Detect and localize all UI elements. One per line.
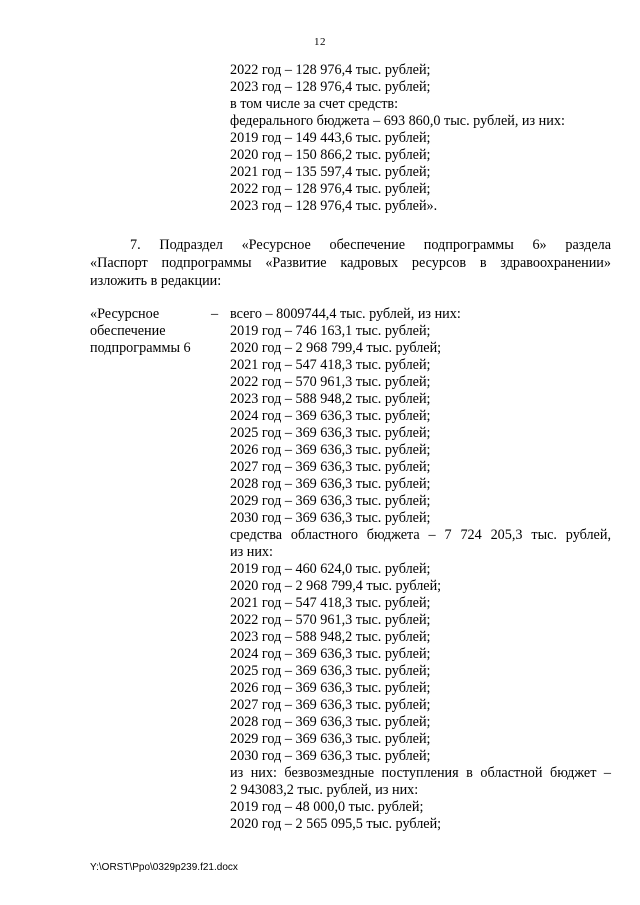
text-line: 2019 год – 149 443,6 тыс. рублей; [230, 130, 431, 146]
regional-line: 2029 год – 369 636,3 тыс. рублей; [230, 731, 431, 747]
resource-line: 2030 год – 369 636,3 тыс. рублей; [230, 510, 431, 526]
regional-line: 2024 год – 369 636,3 тыс. рублей; [230, 646, 431, 662]
resource-line: 2026 год – 369 636,3 тыс. рублей; [230, 442, 431, 458]
regional-line: 2027 год – 369 636,3 тыс. рублей; [230, 697, 431, 713]
budget-continuation [230, 62, 565, 215]
text-line: 2021 год – 135 597,4 тыс. рублей; [230, 164, 431, 180]
amendment-paragraph [90, 236, 611, 290]
regional-line: 2019 год – 460 624,0 тыс. рублей; [230, 561, 431, 577]
resource-line: 2019 год – 746 163,1 тыс. рублей; [230, 323, 431, 339]
regional-line: 2023 год – 588 948,2 тыс. рублей; [230, 629, 431, 645]
regional-line: 2022 год – 570 961,3 тыс. рублей; [230, 612, 431, 628]
label-line: подпрограммы 6 [90, 340, 191, 356]
regional-line: 2028 год – 369 636,3 тыс. рублей; [230, 714, 431, 730]
gratuitous-line: из них: безвозмездные поступления в областной бюджет – [230, 765, 611, 781]
resource-line: 2029 год – 369 636,3 тыс. рублей; [230, 493, 431, 509]
resource-line: 2025 год – 369 636,3 тыс. рублей; [230, 425, 431, 441]
regional-budget-line: средства областного бюджета – 7 724 205,3 тыс. рублей, [230, 527, 611, 543]
resource-line: 2024 год – 369 636,3 тыс. рублей; [230, 408, 431, 424]
resource-line: всего – 8009744,4 тыс. рублей, из них: [230, 306, 461, 322]
resource-line: 2021 год – 547 418,3 тыс. рублей; [230, 357, 431, 373]
text-line: 2020 год – 150 866,2 тыс. рублей; [230, 147, 431, 163]
label-dash: – [211, 306, 219, 322]
label-line: «Ресурсное [90, 306, 160, 322]
resource-values [230, 306, 611, 833]
gratuitous-year-line: 2019 год – 48 000,0 тыс. рублей; [230, 799, 424, 815]
resource-label [90, 306, 191, 357]
resource-line: 2028 год – 369 636,3 тыс. рублей; [230, 476, 431, 492]
label-line: обеспечение [90, 323, 166, 339]
paragraph-line: «Паспорт подпрограммы «Развитие кадровых ресурсов в здравоохранении» [90, 255, 611, 271]
paragraph-line: изложить в редакции: [90, 273, 222, 289]
resource-line: 2022 год – 570 961,3 тыс. рублей; [230, 374, 431, 390]
file-path-footer: Y:\ORST\Ppo\0329p239.f21.docx [90, 862, 238, 873]
regional-line: 2020 год – 2 968 799,4 тыс. рублей; [230, 578, 442, 594]
regional-line: 2021 год – 547 418,3 тыс. рублей; [230, 595, 431, 611]
text-line: 2022 год – 128 976,4 тыс. рублей; [230, 62, 431, 78]
text-line: 2022 год – 128 976,4 тыс. рублей; [230, 181, 431, 197]
regional-line: 2030 год – 369 636,3 тыс. рублей; [230, 748, 431, 764]
gratuitous-year-line: 2020 год – 2 565 095,5 тыс. рублей; [230, 816, 442, 832]
text-line: 2023 год – 128 976,4 тыс. рублей». [230, 198, 438, 214]
resource-line: 2027 год – 369 636,3 тыс. рублей; [230, 459, 431, 475]
paragraph-line: 7. Подраздел «Ресурсное обеспечение подпрограммы 6» раздела [130, 237, 611, 253]
text-line: федерального бюджета – 693 860,0 тыс. рублей, из них: [230, 113, 565, 129]
text-line: в том числе за счет средств: [230, 96, 399, 112]
regional-line: 2026 год – 369 636,3 тыс. рублей; [230, 680, 431, 696]
resource-line: 2023 год – 588 948,2 тыс. рублей; [230, 391, 431, 407]
gratuitous-line: 2 943083,2 тыс. рублей, из них: [230, 782, 419, 798]
page-number: 12 [314, 36, 326, 48]
regional-budget-line: из них: [230, 544, 273, 560]
regional-line: 2025 год – 369 636,3 тыс. рублей; [230, 663, 431, 679]
text-line: 2023 год – 128 976,4 тыс. рублей; [230, 79, 431, 95]
resource-line: 2020 год – 2 968 799,4 тыс. рублей; [230, 340, 442, 356]
